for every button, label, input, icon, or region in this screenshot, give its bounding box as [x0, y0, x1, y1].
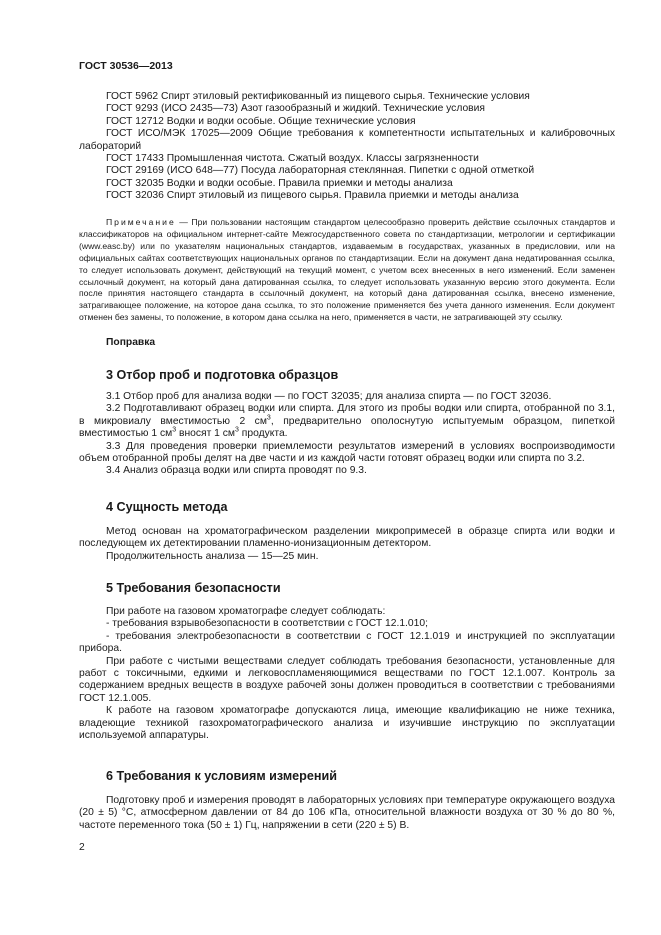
- document-header: ГОСТ 30536—2013: [79, 60, 173, 72]
- section-5-body: [79, 606, 615, 742]
- section-6-title: 6 Требования к условиям измерений: [106, 769, 337, 783]
- section-3-body: [79, 391, 615, 478]
- reference-item: ГОСТ 32036 Спирт этиловый из пищевого сырья. Правила приемки и методы анализа: [106, 190, 519, 202]
- section-4-body: [79, 526, 615, 563]
- amendment-label: Поправка: [106, 337, 156, 348]
- paragraph-3-1: 3.1 Отбор проб для анализа водки — по ГОСТ 32035; для анализа спирта — по ГОСТ 32036.: [106, 391, 552, 402]
- paragraph-5-1: При работе на газовом хроматографе следует соблюдать:: [106, 606, 386, 617]
- page-number: 2: [79, 842, 85, 853]
- reference-item: ГОСТ 5962 Спирт этиловый ректификованный из пищевого сырья. Технические условия: [106, 91, 530, 102]
- reference-item: ГОСТ 9293 (ИСО 2435—73) Азот газообразный и жидкий. Технические условия: [106, 103, 485, 115]
- section-5-title: 5 Требования безопасности: [106, 581, 281, 595]
- reference-item: ГОСТ 17433 Промышленная чистота. Сжатый воздух. Классы загрязненности: [106, 153, 479, 165]
- reference-item: ГОСТ 29169 (ИСО 648—77) Посуда лабораторная стеклянная. Пипетки с одной отметкой: [106, 165, 535, 177]
- paragraph-6-1: Подготовку проб и измерения проводят в лабораторных условиях при температуре окружающего воздуха (20 ± 5) °С, атмосферном давлении от 84 до 106 кПа, относительной влажности воздуха от 30 % до 80 %, частоте переменного тока (50 ± 1) Гц, напряжении в сети (220 ± 5) В.: [79, 795, 615, 831]
- paragraph-5-3: - требования электробезопасности в соответствии с ГОСТ 12.1.019 и инструкцией по эксплуатации прибора.: [79, 630, 615, 655]
- normative-references-list: [79, 91, 615, 203]
- reference-item: ГОСТ 12712 Водки и водки особые. Общие технические условия: [106, 115, 416, 127]
- section-6-body: [79, 795, 615, 832]
- paragraph-3-2: 3.2 Подготавливают образец водки или спирта. Для этого из пробы водки или спирта, отобранной по 3.1, в микровиалу вместимостью 2 $см^3$, предварительно ополоснутую испытуемым образцом, пипеткой вместимостью 1 $см^3$ вносят 1 $см^3$ продукта.: [79, 403, 615, 440]
- references-note: [79, 217, 615, 324]
- paragraph-5-4: При работе с чистыми веществами следует соблюдать требования безопасности, установленные для работ с токсичными, едкими и легковоспламеняющимися веществами по ГОСТ 12.1.007. Контроль за содержанием вредных веществ в воздухе рабочей зоны должен проводиться в соответствии с требованиями ГОСТ 12.1.005.: [79, 655, 615, 704]
- reference-item: ГОСТ 32035 Водки и водки особые. Правила приемки и методы анализа: [106, 177, 453, 189]
- reference-item: ГОСТ ИСО/МЭК 17025—2009 Общие требования к компетентности испытательных и калибровочных лабораторий: [79, 128, 615, 152]
- section-3-title: 3 Отбор проб и подготовка образцов: [106, 368, 339, 382]
- paragraph-4-2: Продолжительность анализа — 15—25 мин.: [106, 550, 319, 562]
- paragraph-4-1: Метод основан на хроматографическом разделении микропримесей в образце спирта или водки и последующем их детектировании пламенно-ионизационным детектором.: [79, 526, 615, 550]
- paragraph-3-4: 3.4 Анализ образца водки или спирта проводят по 9.3.: [106, 465, 367, 477]
- paragraph-3-3: 3.3 Для проведения проверки приемлемости результатов измерений в условиях воспроизводимости объем отобранной пробы делят на две части и из каждой части готовят образец водки или спирта по 3.2.: [79, 440, 615, 465]
- paragraph-5-2: - требования взрывобезопасности в соответствии с ГОСТ 12.1.010;: [106, 618, 428, 630]
- section-4-title: 4 Сущность метода: [106, 500, 228, 514]
- paragraph-5-5: К работе на газовом хроматографе допускаются лица, имеющие квалификацию не ниже техника, владеющие техникой газохроматографического анализа и изучившие инструкцию по эксплуатации используемой аппаратуры.: [79, 705, 615, 742]
- note-label: Примечание: [106, 217, 176, 227]
- note-text: — При пользовании настоящим стандартом целесообразно проверить действие ссылочных стандартов и классификаторов на официальном интернет-сайте Межгосударственного совета по стандартизации, метрологии и сертификации (www.easc.by) или по указателям национальных стандартов, издаваемым в государствах, указанных в предисловии, или на официальных сайтах соответствующих национальных органов по стандартизации. Если на документ дана недатированная ссылка, то следует использовать документ, действующий на текущий момент, с учетом всех внесенных в него изменений. Если заменен ссылочный документ, на который дана датированная ссылка, то следует использовать указанную версию этого документа. Если после принятия настоящего стандарта в ссылочный документ, на который дана датированная ссылка, внесено изменение, затрагивающее положение, на которое дана ссылка, то это положение применяется без учета данного изменения. Если документ отменен без замены, то положение, в котором дана ссылка на него, применяется в части, не затрагивающей эту ссылку.: [79, 217, 615, 323]
